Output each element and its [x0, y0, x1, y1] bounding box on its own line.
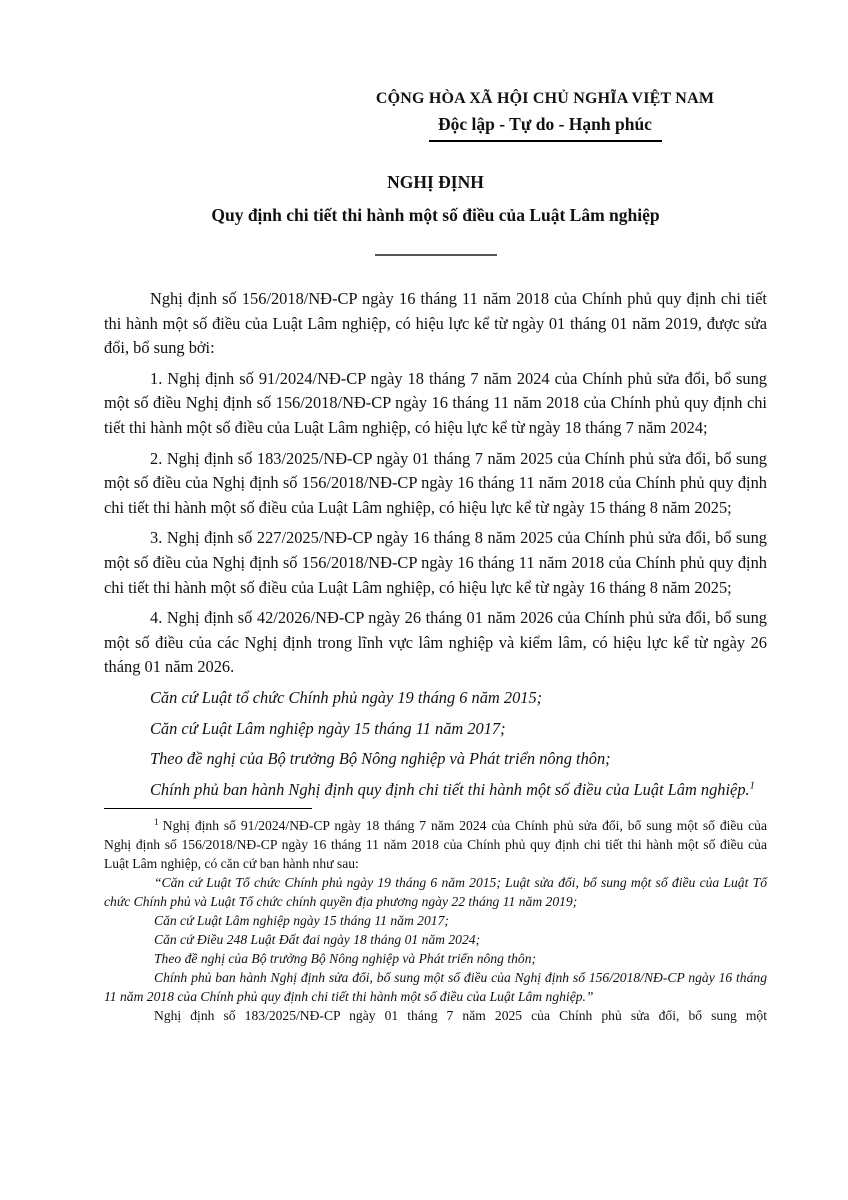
footnote-quoted-line-1: “Căn cứ Luật Tổ chức Chính phủ ngày 19 tháng 6 năm 2015; Luật sửa đổi, bổ sung một số điều của Luật Tổ chức Chính phủ và Luật Tổ chức chính quyền địa phương ngày 22 tháng 11 năm 2019; [104, 875, 767, 910]
enactment-clause-text: Chính phủ ban hành Nghị định quy định chi tiết thi hành một số điều của Luật Lâm nghiệp. [150, 779, 750, 799]
footnote-continuation: Nghị định số 183/2025/NĐ-CP ngày 01 tháng 7 năm 2025 của Chính phủ sửa đổi, bổ sung một [154, 1008, 767, 1024]
decree-body [104, 287, 767, 802]
footnote-number: 1 [154, 817, 159, 828]
amendment-paragraph-2: 2. Nghị định số 183/2025/NĐ-CP ngày 01 tháng 7 năm 2025 của Chính phủ sửa đổi, bổ sung một số điều của Nghị định số 156/2018/NĐ-CP ngày 16 tháng 11 năm 2018 của Chính phủ quy định chi tiết thi hành một số điều của Luật Lâm nghiệp, có hiệu lực kể từ ngày 15 tháng 8 năm 2025; [104, 448, 767, 517]
legal-basis-citation-1: Căn cứ Luật tổ chức Chính phủ ngày 19 tháng 6 năm 2015; [150, 687, 543, 707]
title-divider [375, 254, 497, 256]
amendment-paragraph-3: 3. Nghị định số 227/2025/NĐ-CP ngày 16 tháng 8 năm 2025 của Chính phủ sửa đổi, bổ sung một số điều của Nghị định số 156/2018/NĐ-CP ngày 16 tháng 11 năm 2018 của Chính phủ quy định chi tiết thi hành một số điều của Luật Lâm nghiệp, có hiệu lực kể từ ngày 16 tháng 8 năm 2025; [104, 528, 767, 597]
motto-underline [429, 140, 662, 142]
national-header-country: CỘNG HÒA XÃ HỘI CHỦ NGHĨA VIỆT NAM [375, 90, 715, 107]
footnote-ref-marker: 1 [749, 780, 755, 792]
footnote-section [104, 808, 767, 1025]
legal-basis-citation-2: Căn cứ Luật Lâm nghiệp ngày 15 tháng 11 năm 2017; [150, 718, 506, 738]
legal-basis-citation-3: Theo đề nghị của Bộ trưởng Bộ Nông nghiệp và Phát triển nông thôn; [150, 749, 611, 769]
national-header-motto: Độc lập - Tự do - Hạnh phúc [438, 114, 652, 134]
footnote-quoted-line-5: Chính phủ ban hành Nghị định sửa đổi, bổ sung một số điều của Nghị định số 156/2018/NĐ-CP ngày 16 tháng 11 năm 2018 của Chính phủ quy định chi tiết thi hành một số điều của Luật Lâm nghiệp.” [104, 970, 767, 1005]
footnote-quoted-line-2: Căn cứ Luật Lâm nghiệp ngày 15 tháng 11 năm 2017; [154, 913, 449, 929]
footnote-intro-text: Nghị định số 91/2024/NĐ-CP ngày 18 tháng 7 năm 2024 của Chính phủ sửa đổi, bổ sung một số điều của Nghị định số 156/2018/NĐ-CP ngày 16 tháng 11 năm 2018 của Chính phủ quy định chi tiết thi hành một số điều của Luật Lâm nghiệp, có căn cứ ban hành như sau: [104, 818, 767, 872]
document-content [104, 88, 767, 1025]
footnote-separator [104, 808, 312, 809]
enactment-clause [104, 778, 767, 803]
footnote-quoted-line-4: Theo đề nghị của Bộ trưởng Bộ Nông nghiệp và Phát triển nông thôn; [154, 951, 537, 967]
national-header [320, 88, 770, 142]
amendment-paragraph-4: 4. Nghị định số 42/2026/NĐ-CP ngày 26 tháng 01 năm 2026 của Chính phủ sửa đổi, bổ sung một số điều của các Nghị định trong lĩnh vực lâm nghiệp và kiểm lâm, có hiệu lực kể từ ngày 26 tháng 01 năm 2026. [104, 608, 767, 677]
title-block [104, 170, 767, 256]
footnote-quoted-line-3: Căn cứ Điều 248 Luật Đất đai ngày 18 tháng 01 năm 2024; [154, 932, 481, 948]
footnote-intro [104, 816, 767, 873]
decree-title: NGHỊ ĐỊNH [387, 172, 484, 192]
amendment-paragraph-1: 1. Nghị định số 91/2024/NĐ-CP ngày 18 tháng 7 năm 2024 của Chính phủ sửa đổi, bổ sung một số điều Nghị định số 156/2018/NĐ-CP ngày 16 tháng 11 năm 2018 của Chính phủ quy định chi tiết thi hành một số điều của Luật Lâm nghiệp, có hiệu lực kể từ ngày 18 tháng 7 năm 2024; [104, 368, 767, 437]
intro-paragraph: Nghị định số 156/2018/NĐ-CP ngày 16 tháng 11 năm 2018 của Chính phủ quy định chi tiết thi hành một số điều của Luật Lâm nghiệp, có hiệu lực kể từ ngày 01 tháng 01 năm 2019, được sửa đổi, bổ sung bởi: [104, 289, 767, 358]
decree-subtitle: Quy định chi tiết thi hành một số điều của Luật Lâm nghiệp [211, 205, 660, 225]
